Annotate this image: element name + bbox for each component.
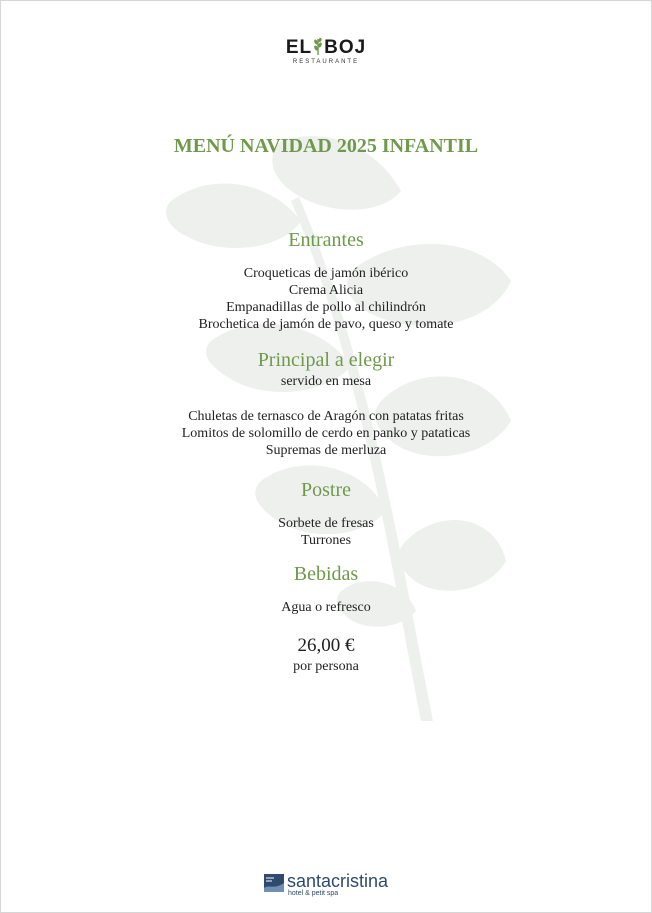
price-block bbox=[1, 634, 651, 675]
section-principal bbox=[1, 347, 651, 459]
section-subtitle: servido en mesa bbox=[280, 374, 372, 389]
brand-left-text: EL bbox=[285, 37, 313, 58]
price-unit: por persona bbox=[293, 659, 359, 674]
menu-item: Crema Alicia bbox=[288, 283, 364, 298]
menu-item: Lomitos de solomillo de cerdo en panko y pataticas bbox=[181, 426, 471, 441]
section-title: Bebidas bbox=[293, 563, 359, 585]
menu-item: Supremas de merluza bbox=[265, 443, 387, 458]
menu-item: Sorbete de fresas bbox=[278, 516, 374, 531]
hotel-logo-icon bbox=[264, 874, 284, 892]
menu-item: Empanadillas de pollo al chilindrón bbox=[226, 300, 426, 315]
brand-right-text: BOJ bbox=[324, 37, 367, 58]
hotel-tagline: hotel & petit spa bbox=[287, 890, 339, 897]
price-amount: 26,00 € bbox=[297, 635, 355, 656]
section-title: Principal a elegir bbox=[257, 349, 395, 371]
section-postre bbox=[1, 477, 651, 549]
section-bebidas bbox=[1, 561, 651, 616]
restaurant-logo bbox=[1, 37, 651, 65]
menu-body bbox=[1, 227, 651, 675]
hotel-logo bbox=[1, 872, 651, 898]
section-title: Postre bbox=[301, 479, 351, 501]
menu-title: MENÚ NAVIDAD 2025 INFANTIL bbox=[173, 135, 479, 157]
brand-subtitle: RESTAURANTE bbox=[292, 59, 360, 65]
wheat-sprig-icon bbox=[313, 37, 323, 55]
menu-item: Agua o refresco bbox=[281, 600, 371, 615]
menu-item: Croqueticas de jamón ibérico bbox=[243, 266, 409, 281]
section-title: Entrantes bbox=[288, 229, 364, 251]
section-entrantes bbox=[1, 227, 651, 333]
menu-item: Turrones bbox=[300, 533, 352, 548]
menu-item: Brochetica de jamón de pavo, queso y tomate bbox=[198, 317, 454, 332]
hotel-name: santacristina bbox=[286, 871, 389, 891]
menu-item: Chuletas de ternasco de Aragón con patatas fritas bbox=[188, 409, 464, 424]
